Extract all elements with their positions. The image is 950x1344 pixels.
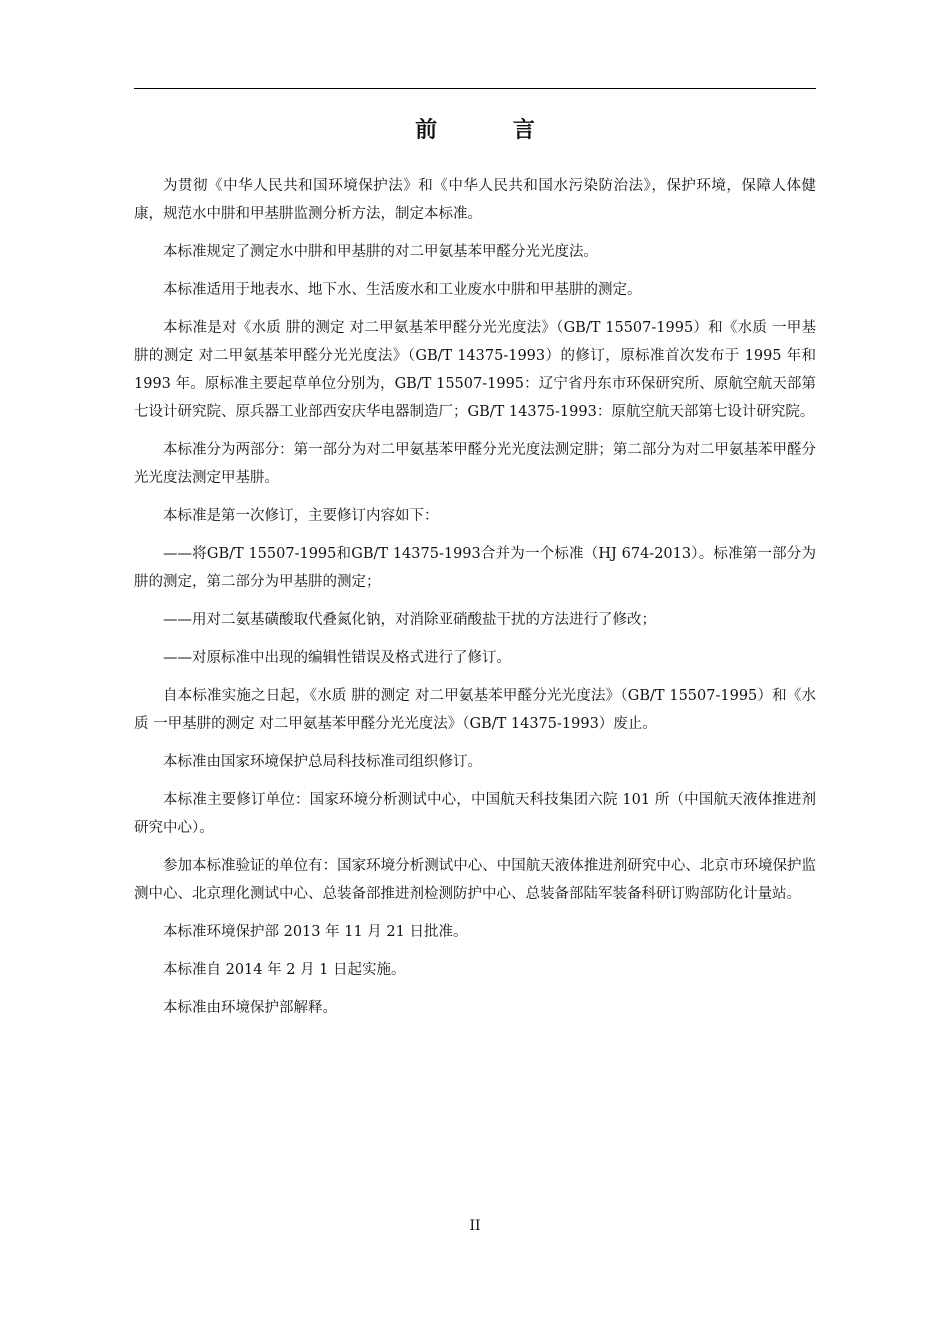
paragraph-interpretation: 本标准由环境保护部解释。 [163, 1000, 337, 1016]
paragraph-organizer: 本标准由国家环境保护总局科技标准司组织修订。 [163, 754, 482, 770]
document-body [134, 172, 816, 1032]
paragraph-structure: 本标准分为两部分：第一部分为对二甲氨基苯甲醛分光光度法测定肼；第二部分为对二甲氨基苯甲醛分光光度法测定甲基肼。 [134, 442, 816, 486]
paragraph-effective-date: 本标准自 2014 年 2 月 1 日起实施。 [163, 962, 406, 978]
page-number: II [469, 1218, 481, 1234]
paragraph-drafting-units: 本标准主要修订单位：国家环境分析测试中心，中国航天科技集团六院 101 所（中国航天液体推进剂研究中心）。 [134, 792, 816, 836]
header-rule [134, 88, 816, 89]
paragraph-verification-units: 参加本标准验证的单位有：国家环境分析测试中心、中国航天液体推进剂研究中心、北京市环境保护监测中心、北京理化测试中心、总装备部推进剂检测防护中心、总装备部陆军装备科研订购部防化计量站。 [134, 858, 816, 902]
list-item-merge: ——将GB/T 15507-1995和GB/T 14375-1993合并为一个标准（HJ 674-2013）。标准第一部分为肼的测定，第二部分为甲基肼的测定； [134, 546, 816, 590]
list-item-reagent: ——用对二氨基磺酸取代叠氮化钠，对消除亚硝酸盐干扰的方法进行了修改； [163, 612, 656, 628]
paragraph-revision-intro: 本标准是第一次修订，主要修订内容如下： [163, 508, 439, 524]
list-item-editorial: ——对原标准中出现的编辑性错误及格式进行了修订。 [163, 650, 511, 666]
paragraph-abolish: 自本标准实施之日起，《水质 肼的测定 对二甲氨基苯甲醛分光光度法》（GB/T 15507-1995）和《水质 一甲基肼的测定 对二甲氨基苯甲醛分光光度法》（GB/T 14375-1993）废止。 [134, 688, 816, 732]
paragraph-purpose: 为贯彻《中华人民共和国环境保护法》和《中华人民共和国水污染防治法》，保护环境，保障人体健康，规范水中肼和甲基肼监测分析方法，制定本标准。 [134, 178, 816, 222]
paragraph-scope-method: 本标准规定了测定水中肼和甲基肼的对二甲氨基苯甲醛分光光度法。 [163, 244, 598, 260]
page-title: 前 言 [415, 117, 569, 143]
paragraph-applicability: 本标准适用于地表水、地下水、生活废水和工业废水中肼和甲基肼的测定。 [163, 282, 642, 298]
paragraph-approval-date: 本标准环境保护部 2013 年 11 月 21 日批准。 [163, 924, 468, 940]
paragraph-revision-history: 本标准是对《水质 肼的测定 对二甲氨基苯甲醛分光光度法》（GB/T 15507-1995）和《水质 一甲基肼的测定 对二甲氨基苯甲醛分光光度法》（GB/T 14375-1993）的修订，原标准首次发布于 1995 年和 1993 年。原标准主要起草单位分别为，GB/T 15507-1995：辽宁省丹东市环保研究所、原航空航天部第七设计研究院、原兵器工业部西安庆华电器制造厂；GB/T 14375-1993：原航空航天部第七设计研究院。 [134, 320, 816, 420]
